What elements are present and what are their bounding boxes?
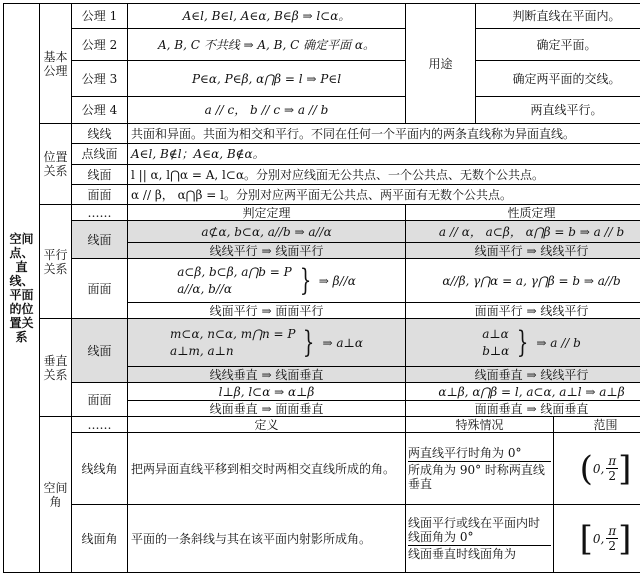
parallel-line-plane-det-caption: 线线平行 ⇒ 线面平行: [128, 243, 406, 259]
perpendicular-group-label: 垂直关系: [40, 319, 72, 417]
brace-icon: }: [303, 328, 314, 358]
axioms-use-label: 用途: [406, 4, 476, 124]
line-line-special-1: 两直线平行时角为 0°: [408, 445, 551, 461]
perp-line-plane-prop-line2: b⊥α: [482, 343, 509, 360]
perp-line-plane-det: [128, 319, 406, 367]
parallel-plane-plane-det-line2: a//α, b//α: [177, 281, 292, 298]
close-bracket-icon: ]: [618, 452, 631, 486]
line-plane-special-1: 线面平行或线在平面内时线面角为 0°: [408, 515, 551, 545]
parallel-plane-plane-det: [128, 259, 406, 303]
perp-plane-plane-name: 面面: [72, 383, 128, 417]
line-plane-special-2: 线面垂直时线面角为: [408, 545, 551, 562]
line-line-angle-name: 线线角: [72, 433, 128, 505]
axiom-2-name: 公理 2: [72, 29, 128, 61]
perp-line-plane-name: 线面: [72, 319, 128, 383]
close-bracket-icon: ]: [618, 522, 631, 556]
brace-icon: }: [517, 328, 528, 358]
line-plane-angle-special: [406, 505, 554, 573]
parallel-plane-plane-prop-formula: α//β, γ⋂α = a, γ⋂β = b ⇒ a//b: [406, 259, 640, 303]
brace-icon: }: [300, 266, 311, 296]
angles-header-dots: ……: [72, 417, 128, 433]
perp-plane-plane-det-formula: l⊥β, l⊂α ⇒ α⊥β: [128, 383, 406, 401]
parallel-header-dots: ……: [72, 205, 128, 221]
parallel-line-plane-prop-caption: 线面平行 ⇒ 线线平行: [406, 243, 640, 259]
perp-line-plane-det-caption: 线线垂直 ⇒ 线面垂直: [128, 367, 406, 383]
axiom-4-name: 公理 4: [72, 97, 128, 124]
axiom-1-use: 判断直线在平面内。: [476, 4, 640, 29]
parallel-plane-plane-prop-caption: 面面平行 ⇒ 线线平行: [406, 303, 640, 319]
axiom-4-content: a // c， b // c ⇒ a // b: [128, 97, 406, 124]
angles-header-special: 特殊情况: [406, 417, 554, 433]
line-line-special-2: 所成角为 90° 时称两直线垂直: [408, 461, 551, 492]
perp-line-plane-prop: [406, 319, 640, 367]
parallel-group-label: 平行关系: [40, 205, 72, 319]
axiom-3-use: 确定两平面的交线。: [476, 61, 640, 97]
perp-plane-plane-prop-formula: α⊥β, α⋂β = l, a⊂α, a⊥l ⇒ a⊥β: [406, 383, 640, 401]
parallel-header-property: 性质定理: [406, 205, 640, 221]
line-line-angle-definition: 把两异面直线平移到相交时两相交直线所成的角。: [128, 433, 406, 505]
position-row-4-name: 面面: [72, 185, 128, 205]
perp-line-plane-prop-line1: a⊥α: [482, 326, 509, 343]
summary-table: [3, 3, 640, 573]
perp-line-plane-det-result: ⇒ a⊥α: [323, 336, 363, 350]
axiom-3-name: 公理 3: [72, 61, 128, 97]
perp-plane-plane-prop-caption: 面面垂直 ⇒ 线面垂直: [406, 401, 640, 417]
perp-plane-plane-det-caption: 线面垂直 ⇒ 面面垂直: [128, 401, 406, 417]
line-line-angle-range: ( 0, $\frac{\pi}{2}$ ]: [554, 433, 640, 505]
line-plane-angle-definition: 平面的一条斜线与其在该平面内射影所成角。: [128, 505, 406, 573]
perp-line-plane-prop-caption: 线面垂直 ⇒ 线线平行: [406, 367, 640, 383]
position-row-3-content: l || α, l⋂α = A, l⊂α。分别对应线面无公共点、一个公共点、无数个公共点。: [128, 165, 640, 185]
parallel-plane-plane-det-result: ⇒ β//α: [319, 274, 356, 288]
axiom-2-content: A, B, C 不共线 ⇒ A, B, C 确定平面 α。: [128, 29, 406, 61]
line-plane-angle-range: [ 0, $\frac{\pi}{2}$ ]: [554, 505, 640, 573]
sheet-title: 空间点、直线、平面的位置关系: [4, 4, 40, 573]
position-row-4-content: α // β， α⋂β = l。分别对应两平面无公共点、两平面有无数个公共点。: [128, 185, 640, 205]
parallel-plane-plane-name: 面面: [72, 259, 128, 319]
axiom-1-content: A∈l, B∈l, A∈α, B∈β ⇒ l⊂α。: [128, 4, 406, 29]
position-row-3-name: 线面: [72, 165, 128, 185]
axioms-group-label: 基本公理: [40, 4, 72, 124]
angles-header-definition: 定义: [128, 417, 406, 433]
position-group-label: 位置关系: [40, 124, 72, 205]
parallel-line-plane-det-formula: a⊄α, b⊂α, a//b ⇒ a//α: [128, 221, 406, 243]
parallel-plane-plane-det-line1: a⊂β, b⊂β, a⋂b = P: [177, 264, 292, 281]
parallel-line-plane-prop-formula: a // α， a⊂β， α⋂β = b ⇒ a // b: [406, 221, 640, 243]
position-row-1-name: 线线: [72, 124, 128, 144]
axiom-2-use: 确定平面。: [476, 29, 640, 61]
axiom-3-content: P∈α, P∈β, α⋂β = l ⇒ P∈l: [128, 61, 406, 97]
position-row-2-name: 点线面: [72, 144, 128, 165]
line-line-angle-special: [406, 433, 554, 505]
open-paren-icon: (: [580, 452, 593, 486]
axiom-1-name: 公理 1: [72, 4, 128, 29]
perp-line-plane-det-line1: m⊂α, n⊂α, m⋂n = P: [170, 326, 295, 343]
position-row-1-content: 共面和异面。共面为相交和平行。不同在任何一个平面内的两条直线称为异面直线。: [128, 124, 640, 144]
line-plane-angle-name: 线面角: [72, 505, 128, 573]
open-bracket-icon: [: [580, 522, 593, 556]
perp-line-plane-prop-result: ⇒ a // b: [536, 336, 580, 350]
angles-group-label: 空间角: [40, 417, 72, 573]
angles-header-range: 范围: [554, 417, 640, 433]
perp-line-plane-det-line2: a⊥m, a⊥n: [170, 343, 295, 360]
axiom-4-use: 两直线平行。: [476, 97, 640, 124]
parallel-header-determination: 判定定理: [128, 205, 406, 221]
position-row-2-content: A∈l, B∉l；A∈α, B∉α。: [128, 144, 640, 165]
parallel-plane-plane-det-caption: 线面平行 ⇒ 面面平行: [128, 303, 406, 319]
parallel-line-plane-name: 线面: [72, 221, 128, 259]
